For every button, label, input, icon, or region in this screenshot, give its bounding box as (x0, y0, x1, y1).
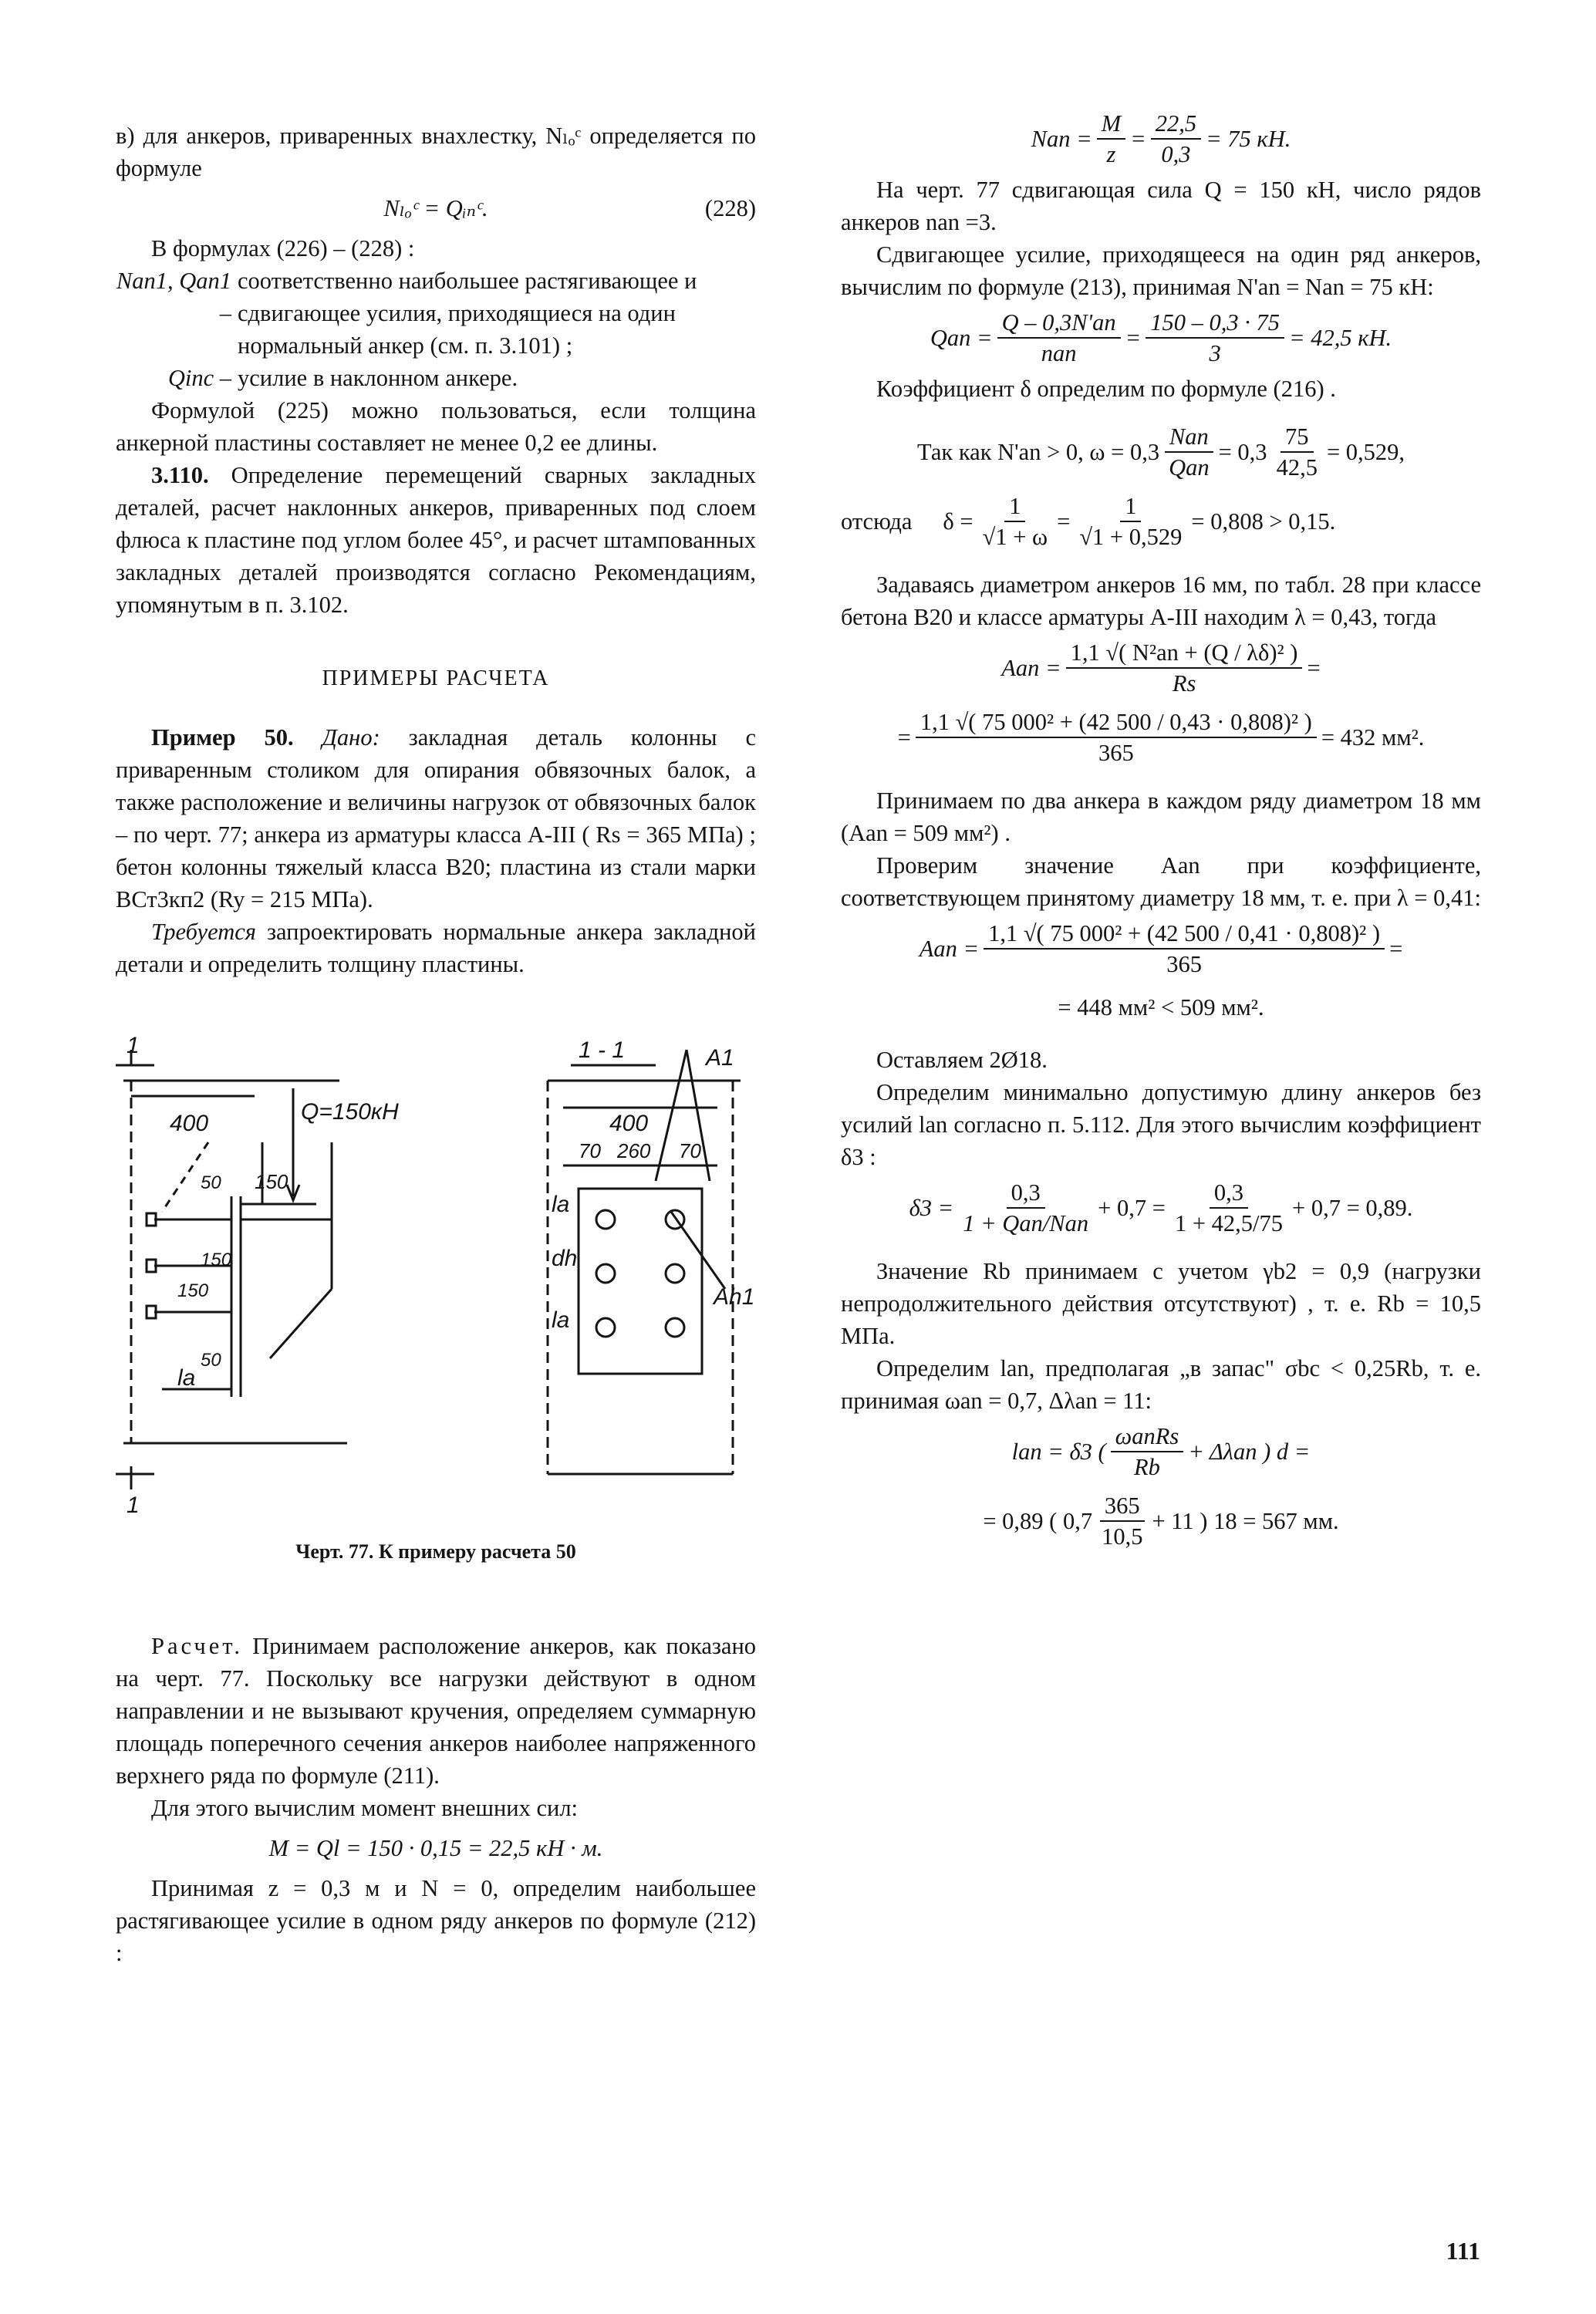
definition-term: Nan1, Qan1 – (116, 268, 231, 326)
formula-part: δ3 = (909, 1195, 954, 1221)
numerator: Nan (1165, 422, 1213, 453)
dimension-label: dh (552, 1246, 578, 1271)
paragraph: Для этого вычислим момент внешних сил: (151, 1795, 579, 1821)
formula-lan-2 (841, 1486, 1481, 1556)
formula-part: = 0,89 ( 0,7 (983, 1508, 1093, 1534)
formula-part: + Δλan ) d = (1188, 1439, 1311, 1465)
paragraph: Значение Rb принимаем с учетом γb2 = 0,9 (нагрузки непродолжительного действия отсутствуют) , т. е. Rb = 10,5 МПа. (841, 1258, 1481, 1349)
paragraph: Определим lan, предполагая „в запас" σbc < 0,25Rb, т. е. принимая ωan = 0,7, Δλan = 11: (841, 1355, 1481, 1414)
paragraph: Формулой (225) можно пользоваться, если толщина анкерной пластины составляет не менее 0,2 ее длины. (116, 397, 756, 456)
dimension-label: 150 (255, 1170, 288, 1193)
example-label: Пример 50. (151, 724, 294, 751)
formula-part: = 432 мм². (1321, 724, 1425, 751)
formula-part: + 11 ) 18 = 567 мм. (1152, 1508, 1339, 1534)
required-text: запроектировать нормальные анкера закладной детали и определить толщину пластины. (116, 919, 757, 977)
formula-aan-3 (841, 914, 1481, 983)
definition-body: усилие в наклонном анкере. (238, 365, 518, 391)
numerator: Q – 0,3N'an (997, 308, 1121, 339)
formula-text: Nₗₒᶜ = Qᵢₙᶜ. (383, 195, 488, 221)
denominator: nan (1041, 340, 1077, 366)
formula-aan-2 (841, 703, 1481, 772)
numerator: M (1097, 109, 1125, 140)
numerator: 1,1 √( 75 000² + (42 500 / 0,43 · 0,808)² ) (916, 707, 1317, 738)
dimension-label: 150 (177, 1280, 209, 1301)
dimension-label: la (177, 1365, 196, 1391)
dimension-label: 400 (609, 1111, 649, 1136)
denominator: 0,3 (1161, 141, 1191, 167)
dimension-label: 400 (170, 1111, 209, 1136)
figure-caption: Черт. 77. К примеру расчета 50 (295, 1540, 576, 1563)
dimension-label: 50 (201, 1172, 221, 1193)
denominator: 365 (1166, 951, 1202, 977)
page-number: 111 (1446, 2237, 1480, 2265)
dimension-label: 50 (201, 1350, 221, 1371)
formula-part: = 0,529, (1326, 439, 1405, 465)
denominator: 3 (1209, 340, 1221, 366)
paragraph: в) для анкеров, приваренных внахлестку, Nₗₒᶜ определяется по формуле (116, 123, 756, 181)
formula-nan: Nan = $\frac{M}{z}$ = $\frac{22,5}{0,3}$ = 75 кН. (1031, 110, 1291, 167)
formula-part: + 0,7 = (1098, 1195, 1166, 1221)
denominator: √1 + 0,529 (1079, 524, 1183, 550)
paragraph: Проверим значение Aan при коэффициенте, соответствующем принятому диаметру 18 мм, т. е. при λ = 0,41: (841, 852, 1481, 911)
denominator: Rs (1172, 670, 1196, 697)
paragraph (116, 459, 756, 621)
given-label: Дано: (322, 724, 380, 751)
paragraph: Определим минимально допустимую длину анкеров без усилий lan согласно п. 5.112. Для этого вычислим коэффициент δ3 : (841, 1079, 1481, 1170)
formula-omega (841, 417, 1481, 487)
calc-text: Принимаем расположение анкеров, как показано на черт. 77. Поскольку все нагрузки действуют в одном направлении и не вызывают кручения, определяем суммарную площадь поперечного сечения анкеров наиболее напряженного верхнего ряда по формуле (211). (116, 1633, 757, 1789)
formula-delta: отсюда δ = $\frac{1}{√1 + \omega}$ = $\frac{1}{√1 + 0,529}$ = 0,808 > 0,15. (841, 493, 1336, 550)
formula-part: Aan = (919, 936, 980, 962)
paragraph: На черт. 77 сдвигающая сила Q = 150 кН, число рядов анкеров nan =3. (841, 177, 1481, 235)
formula-delta3 (841, 1173, 1481, 1243)
numerator: 1 (1120, 491, 1141, 522)
numerator: 0,3 (1210, 1178, 1248, 1209)
numerator: 150 – 0,3 · 75 (1146, 308, 1284, 339)
formula-part: = 42,5 кН. (1288, 325, 1392, 351)
drawing-77 (116, 1034, 756, 1528)
numerator: 0,3 (1007, 1178, 1045, 1209)
denominator: z (1106, 141, 1116, 167)
formula-part: + 0,7 = 0,89. (1292, 1195, 1413, 1221)
formula-number: (228) (704, 195, 756, 221)
part-label-a1: A1 (706, 1045, 734, 1071)
paragraph: В формулах (226) – (228) : (151, 235, 415, 261)
paragraph (116, 916, 756, 980)
numerator: 1 (1004, 491, 1025, 522)
formula-moment: M = Ql = 150 · 0,15 = 22,5 кН · м. (268, 1835, 603, 1861)
formula-part: Qan = (930, 325, 993, 351)
formula-part: = (897, 724, 911, 751)
numerator: 1,1 √( N²an + (Q / λδ)² ) (1066, 638, 1303, 669)
definition-item (116, 265, 756, 362)
formula-part: = 0,3 (1218, 439, 1267, 465)
right-column (841, 110, 1481, 1556)
paragraph: Принимая z = 0,3 м и N = 0, определим наибольшее растягивающее усилие в одном ряду анкеров по формуле (212) : (116, 1875, 756, 1966)
dimension-label: la (552, 1192, 570, 1217)
section-mark-top: 1 (127, 1034, 140, 1058)
definition-item (116, 362, 756, 394)
denominator: Qan (1169, 454, 1210, 481)
paragraph: Сдвигающее усилие, приходящееся на один ряд анкеров, вычислим по формуле (213), принимая N'an = Nan = 75 кН: (841, 241, 1481, 300)
denominator: 1 + 42,5/75 (1174, 1210, 1283, 1236)
formula-part: δ = (943, 508, 973, 535)
definition-body: соответственно наибольшее растягивающее и сдвигающее усилия, приходящиеся на один нормальный анкер (см. п. 3.101) ; (238, 268, 697, 359)
dimension-label: 150 (201, 1250, 232, 1270)
numerator: ωanRs (1111, 1422, 1184, 1452)
paragraph: Коэффициент δ определим по формуле (216) . (876, 376, 1336, 402)
required-label: Требуется (151, 919, 256, 945)
paragraph: Оставляем 2Ø18. (876, 1047, 1048, 1073)
paragraph (116, 1630, 756, 1792)
formula-lead: отсюда (841, 508, 913, 535)
force-label: Q=150кН (301, 1099, 399, 1125)
formula-aan-4: = 448 мм² < 509 мм². (1058, 994, 1264, 1020)
calc-label: Расчет. (151, 1633, 243, 1659)
section-title: 1 - 1 (579, 1037, 626, 1063)
clause-text: Определение перемещений сварных закладных деталей, расчет наклонных анкеров, приваренных под слоем флюса к пластине под углом более 45°, и расчет штампованных закладных деталей производятся согласно Рекомендациям, упомянутым в п. 3.102. (116, 462, 757, 618)
dimension-label: la (552, 1307, 570, 1333)
numerator: 1,1 √( 75 000² + (42 500 / 0,41 · 0,808)² ) (984, 919, 1385, 950)
denominator: 1 + Qan/Nan (963, 1210, 1089, 1236)
denominator: √1 + ω (982, 524, 1048, 550)
paragraph (116, 721, 756, 916)
denominator: 42,5 (1276, 454, 1318, 481)
part-label-ah1: Ah1 (714, 1284, 755, 1310)
formula-part: Aan = (1001, 655, 1061, 681)
formula-lan-1 (841, 1417, 1481, 1486)
dimension-label: 70 (579, 1139, 601, 1162)
denominator: 10,5 (1102, 1523, 1143, 1550)
formula-aan-1 (841, 633, 1481, 703)
dimension-label: 70 (679, 1139, 701, 1162)
formula-part: Nan = (1031, 126, 1092, 152)
section-heading: ПРИМЕРЫ РАСЧЕТА (322, 666, 550, 690)
drawing-svg (116, 1034, 756, 1528)
formula-qan: Qan = $\frac{Q - 0,3N'an}{\text{nan}}$ = $\frac{150 - 0,3 \cdot 75}{3}$ = 42,5 кН. (930, 309, 1392, 366)
formula-part: Так как N'an > 0, ω = 0,3 (916, 439, 1160, 465)
dimension-label: 260 (617, 1139, 651, 1162)
paragraph: Принимаем по два анкера в каждом ряду диаметром 18 мм (Aan = 509 мм²) . (841, 788, 1481, 846)
definition-term: Qinc – (167, 365, 231, 391)
denominator: Rb (1133, 1454, 1160, 1480)
clause-number: 3.110. (151, 462, 209, 488)
denominator: 365 (1098, 740, 1134, 766)
formula-part: lan = δ3 ( (1011, 1439, 1106, 1465)
formula-part: = (1389, 936, 1403, 962)
left-column (116, 120, 756, 1969)
formula-228 (116, 192, 756, 224)
numerator: 365 (1100, 1491, 1145, 1522)
example-text: закладная деталь колонны с приваренным столиком для опирания обвязочных балок, а также расположение и величины нагрузок от обвязочных балок – по черт. 77; анкера из арматуры класса А-III ( Rs = 365 МПа) ; бетон колонны тяжелый класса В20; пластина из стали марки ВСт3кп2 (Ry = 215 МПа). (116, 724, 756, 912)
formula-part: = (1307, 655, 1321, 681)
numerator: 22,5 (1151, 109, 1201, 140)
formula-part: = 75 кН. (1206, 126, 1291, 152)
numerator: 75 (1281, 422, 1314, 453)
formula-part: = 0,808 > 0,15. (1191, 508, 1336, 535)
section-mark-bottom: 1 (127, 1493, 140, 1518)
paragraph: Задаваясь диаметром анкеров 16 мм, по табл. 28 при классе бетона В20 и классе арматуры А-III находим λ = 0,43, тогда (841, 572, 1481, 630)
